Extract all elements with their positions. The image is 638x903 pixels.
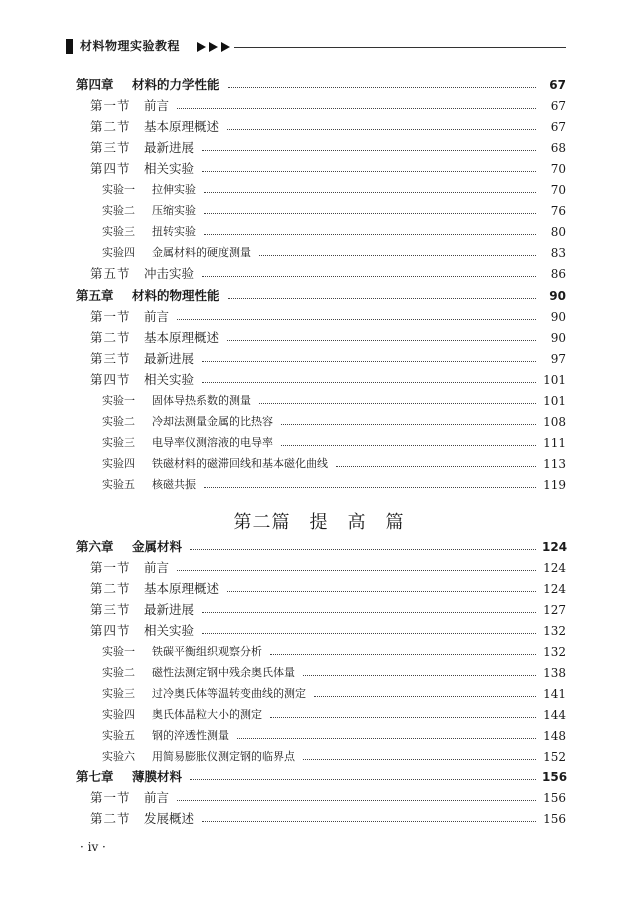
toc-entry-chapter[interactable]	[76, 539, 566, 555]
toc-entry-label	[90, 119, 219, 135]
toc-entry-label	[102, 477, 196, 493]
toc-entry-page: 144	[543, 707, 566, 722]
toc-entry-page: 132	[543, 644, 566, 659]
toc-entry-label	[102, 686, 306, 702]
toc-entry-number: 第二节	[90, 119, 131, 135]
toc-entry-section[interactable]	[76, 330, 566, 346]
dot-leader	[177, 560, 536, 576]
toc-entry-number: 实验四	[102, 456, 135, 470]
toc-entry-page: 76	[550, 204, 566, 219]
toc-entry-section[interactable]	[76, 602, 566, 618]
toc-entry-label	[90, 602, 194, 618]
toc-entry-title: 铁磁材料的磁滞回线和基本磁化曲线	[152, 456, 328, 470]
toc-entry-page: 124	[543, 560, 566, 575]
toc-entry-number: 第一节	[90, 308, 131, 324]
toc-entry-title: 磁性法测定钢中残余奥氏体量	[152, 665, 295, 679]
toc-entry-page: 67	[549, 78, 566, 92]
toc-entry-title: 奥氏体晶粒大小的测定	[152, 707, 262, 721]
toc-entry-title: 前言	[144, 559, 170, 575]
toc-entry-experiment[interactable]	[76, 686, 566, 702]
dot-leader	[202, 372, 536, 388]
dot-leader	[204, 182, 536, 198]
toc-entry-page: 90	[549, 288, 566, 303]
toc-entry-number: 实验六	[102, 749, 135, 763]
header-rule	[234, 47, 566, 48]
toc-entry-label	[102, 749, 295, 765]
dot-leader	[237, 728, 536, 744]
toc-entry-label	[102, 414, 273, 430]
toc-entry-page: 101	[543, 393, 566, 408]
toc-entry-page: 108	[543, 414, 566, 429]
toc-entry-title: 铁碳平衡组织观察分析	[152, 644, 262, 658]
toc-entry-section[interactable]	[76, 309, 566, 325]
toc-entry-title: 前言	[144, 98, 170, 114]
toc-entry-page: 152	[543, 749, 566, 764]
dot-leader	[190, 769, 536, 785]
dot-leader	[190, 539, 536, 555]
toc-entry-page: 70	[550, 162, 566, 177]
toc-entry-number: 实验五	[102, 728, 135, 742]
toc-entry-label	[102, 728, 229, 744]
toc-entry-page: 80	[550, 225, 566, 240]
toc-entry-title: 金属材料的硬度测量	[152, 246, 251, 260]
toc-entry-section[interactable]	[76, 140, 566, 156]
dot-leader	[202, 161, 536, 177]
toc-entry-number: 第三节	[90, 350, 131, 366]
toc-entry-title: 冲击实验	[144, 266, 195, 282]
toc-entry-section[interactable]	[76, 372, 566, 388]
toc-entry-experiment[interactable]	[76, 477, 566, 493]
toc-entry-title: 钢的淬透性测量	[152, 728, 229, 742]
toc-entry-page: 68	[550, 141, 566, 156]
toc-entry-title: 前言	[144, 308, 170, 324]
toc-entry-page: 67	[550, 120, 566, 135]
toc-entry-section[interactable]	[76, 119, 566, 135]
toc-entry-number: 实验五	[102, 477, 135, 491]
toc-entry-section[interactable]	[76, 351, 566, 367]
dot-leader	[259, 393, 536, 409]
toc-entry-page: 124	[542, 540, 568, 554]
part-title: 第二篇 提 高 篇	[233, 512, 405, 533]
toc-entry-page: 148	[543, 728, 566, 743]
dot-leader	[227, 581, 536, 597]
dot-leader	[270, 707, 536, 723]
dot-leader	[204, 477, 536, 493]
toc-entry-page: 113	[543, 456, 566, 471]
toc-entry-title: 电导率仪测溶液的电导率	[152, 435, 273, 449]
header-bar	[66, 39, 73, 54]
dot-leader	[202, 266, 536, 282]
dot-leader	[202, 623, 536, 639]
toc-entry-title: 薄膜材料	[132, 769, 183, 785]
dot-leader	[177, 790, 536, 806]
toc-entry-label	[102, 707, 262, 723]
toc-entry-label	[90, 372, 194, 388]
dot-leader	[177, 98, 536, 114]
toc-entry-label	[102, 393, 251, 409]
toc-entry-title: 扭转实验	[152, 225, 196, 239]
toc-entry-experiment[interactable]	[76, 245, 566, 261]
toc-entry-experiment[interactable]	[76, 414, 566, 430]
toc-entry-number: 第一节	[90, 790, 131, 806]
toc-entry-title: 材料的力学性能	[132, 77, 220, 92]
toc-entry-page: 70	[550, 183, 566, 198]
toc-entry-label	[90, 623, 194, 639]
toc-entry-number: 第四节	[90, 371, 131, 387]
toc-entry-experiment[interactable]	[76, 435, 566, 451]
toc-entry-section[interactable]	[76, 266, 566, 282]
toc-entry-label	[90, 790, 169, 806]
toc-entry-label	[102, 182, 196, 198]
toc-entry-label	[76, 769, 182, 785]
toc-entry-title: 最新进展	[144, 140, 195, 156]
toc-entry-title: 基本原理概述	[144, 580, 220, 596]
toc-entry-title: 压缩实验	[152, 204, 196, 218]
dot-leader	[314, 686, 536, 702]
toc-entry-section[interactable]	[76, 98, 566, 114]
dot-leader	[227, 119, 536, 135]
toc-entry-number: 第二节	[90, 580, 131, 596]
dot-leader	[259, 245, 536, 261]
toc-entry-page: 97	[550, 351, 566, 366]
toc-entry-label	[102, 665, 295, 681]
toc-entry-experiment[interactable]	[76, 728, 566, 744]
toc-entry-experiment[interactable]	[76, 393, 566, 409]
toc-entry-label	[90, 161, 194, 177]
toc-entry-number: 第四章	[76, 77, 114, 92]
toc-entry-label	[102, 644, 262, 660]
dot-leader	[281, 435, 536, 451]
toc-entry-page: 156	[543, 791, 566, 806]
toc-entry-label	[102, 435, 273, 451]
toc-entry-label	[90, 560, 169, 576]
toc-entry-experiment[interactable]	[76, 224, 566, 240]
toc-entry-page: 156	[543, 812, 566, 827]
toc-entry-chapter[interactable]	[76, 288, 566, 304]
dot-leader	[303, 749, 536, 765]
toc-entry-page: 86	[550, 267, 566, 282]
toc-entry-title: 发展概述	[144, 811, 195, 827]
toc-entry-number: 实验一	[102, 644, 135, 658]
toc-entry-label	[90, 266, 194, 282]
toc-entry-label	[76, 288, 220, 304]
toc-entry-section[interactable]	[76, 581, 566, 597]
toc-entry-page: 127	[543, 602, 566, 617]
dot-leader	[202, 140, 536, 156]
toc-entry-page: 132	[543, 623, 566, 638]
toc-entry-number: 实验一	[102, 183, 135, 197]
toc-entry-number: 第三节	[90, 601, 131, 617]
running-header	[66, 38, 566, 56]
toc-entry-number: 第二节	[90, 329, 131, 345]
toc-entry-title: 基本原理概述	[144, 329, 220, 345]
toc-entry-page: 90	[550, 330, 566, 345]
toc-entry-label	[90, 98, 169, 114]
toc-entry-title: 固体导热系数的测量	[152, 393, 251, 407]
toc-entry-number: 实验四	[102, 707, 135, 721]
toc-entry-title: 拉伸实验	[152, 183, 196, 197]
toc-entry-page: 124	[543, 581, 566, 596]
toc-entry-number: 第五节	[90, 266, 131, 282]
toc-entry-title: 前言	[144, 790, 170, 806]
toc-entry-chapter[interactable]	[76, 77, 566, 93]
toc-entry-number: 第五章	[76, 287, 114, 303]
dot-leader	[204, 224, 536, 240]
toc-entry-title: 用简易膨胀仪测定钢的临界点	[152, 749, 295, 763]
toc-entry-label	[90, 330, 219, 346]
toc-entry-number: 实验三	[102, 225, 135, 239]
toc-entry-experiment[interactable]	[76, 749, 566, 765]
dot-leader	[202, 602, 536, 618]
toc-entry-section[interactable]	[76, 560, 566, 576]
toc-entry-experiment[interactable]	[76, 182, 566, 198]
toc-entry-page: 101	[543, 372, 566, 387]
toc-entry-section[interactable]	[76, 161, 566, 177]
toc-entry-section[interactable]	[76, 811, 566, 827]
dot-leader	[177, 309, 536, 325]
dot-leader	[227, 330, 536, 346]
toc-entry-page: 119	[543, 477, 566, 492]
toc-entry-number: 第四节	[90, 622, 131, 638]
toc-entry-title: 冷却法测量金属的比热容	[152, 414, 273, 428]
toc-entry-number: 实验二	[102, 665, 135, 679]
toc-entry-number: 实验一	[102, 393, 135, 407]
toc-entry-number: 实验三	[102, 435, 135, 449]
toc-entry-title: 核磁共振	[152, 477, 196, 491]
toc-entry-experiment[interactable]	[76, 665, 566, 681]
dot-leader	[202, 351, 536, 367]
toc-entry-number: 第四节	[90, 161, 131, 177]
toc-entry-label	[76, 77, 220, 93]
toc-entry-title: 相关实验	[144, 371, 195, 387]
dot-leader	[202, 811, 536, 827]
toc-entry-title: 过冷奥氏体等温转变曲线的测定	[152, 686, 306, 700]
toc-entry-section[interactable]	[76, 623, 566, 639]
toc-entry-experiment[interactable]	[76, 707, 566, 723]
toc-entry-label	[102, 245, 251, 261]
toc-entry-title: 相关实验	[144, 161, 195, 177]
book-title: 材料物理实验教程	[80, 39, 181, 53]
toc-entry-experiment[interactable]	[76, 644, 566, 660]
toc-entry-label	[76, 539, 182, 555]
toc-entry-number: 第二节	[90, 811, 131, 827]
toc-entry-experiment[interactable]	[76, 203, 566, 219]
toc-entry-title: 相关实验	[144, 622, 195, 638]
toc-entry-page: 67	[550, 99, 566, 114]
toc-entry-page: 111	[543, 435, 566, 450]
dot-leader	[281, 414, 536, 430]
toc-entry-title: 金属材料	[132, 539, 183, 554]
toc-entry-number: 第六章	[76, 539, 114, 554]
toc-entry-page: 138	[543, 665, 566, 680]
toc-entry-chapter[interactable]	[76, 769, 566, 785]
toc-entry-label	[90, 309, 169, 325]
toc-entry-page: 90	[550, 309, 566, 324]
toc-entry-page: 83	[550, 246, 566, 261]
toc-entry-title: 材料的物理性能	[132, 287, 220, 303]
toc-entry-page: 141	[543, 686, 566, 701]
toc-entry-number: 实验四	[102, 246, 135, 260]
toc-entry-page: 156	[542, 770, 568, 785]
toc-entry-number: 实验二	[102, 414, 135, 428]
toc-entry-number: 实验二	[102, 204, 135, 218]
toc-entry-title: 最新进展	[144, 350, 195, 366]
toc-entry-section[interactable]	[76, 790, 566, 806]
toc-entry-label	[102, 203, 196, 219]
toc-entry-label	[90, 140, 194, 156]
toc-entry-number: 第三节	[90, 140, 131, 156]
dot-leader	[336, 456, 536, 472]
dot-leader	[204, 203, 536, 219]
dot-leader	[303, 665, 536, 681]
triple-arrow-icon	[197, 41, 231, 53]
toc-entry-label	[102, 456, 328, 472]
toc-entry-title: 最新进展	[144, 601, 195, 617]
dot-leader	[270, 644, 536, 660]
page-number: · iv ·	[80, 840, 106, 854]
toc-entry-label	[90, 581, 219, 597]
toc-entry-label	[90, 351, 194, 367]
toc-entry-experiment[interactable]	[76, 456, 566, 472]
toc-entry-label	[102, 224, 196, 240]
dot-leader	[228, 77, 536, 93]
toc-entry-number: 第一节	[90, 98, 131, 114]
toc-entry-number: 实验三	[102, 686, 135, 700]
toc-entry-label	[90, 811, 194, 827]
dot-leader	[228, 288, 536, 304]
toc-entry-title: 基本原理概述	[144, 119, 220, 135]
toc-entry-number: 第七章	[76, 769, 114, 785]
toc-entry-number: 第一节	[90, 559, 131, 575]
